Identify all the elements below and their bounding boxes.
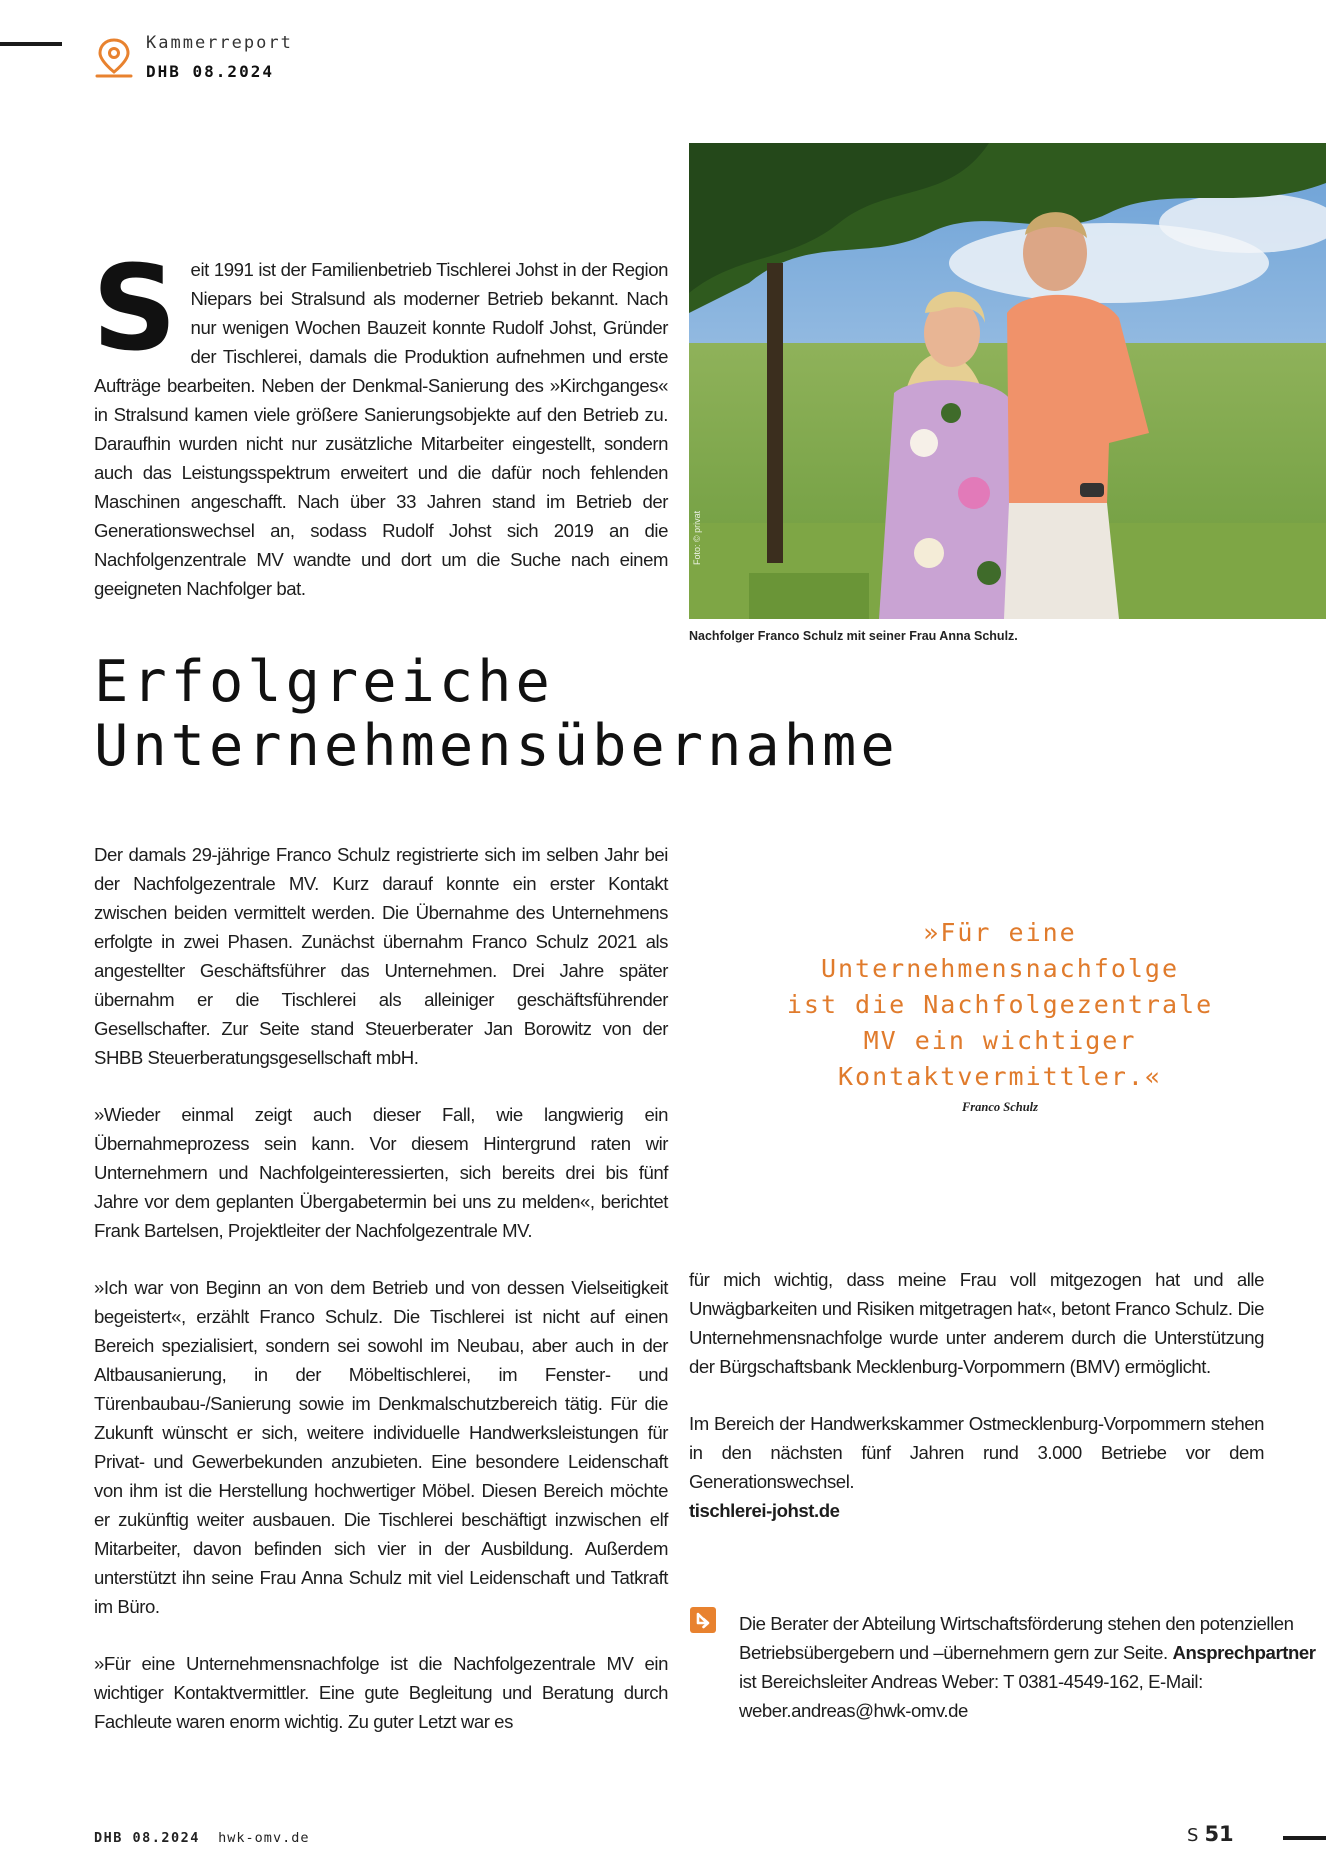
contact-box	[739, 1609, 1319, 1725]
quote-line: »Für eine	[923, 918, 1077, 947]
quote-author: Franco Schulz	[961, 1100, 1039, 1114]
paragraph: »Für eine Unternehmensnachfolge ist die Nachfolgezentrale MV ein wichtiger Kontaktvermittler. Eine gute Begleitung und Beratung durch Fachleute waren enorm wichtig. Zu guter Letzt war es	[94, 1653, 668, 1732]
quote-line: ist die Nachfolgezentrale	[786, 990, 1214, 1019]
photo-caption: Nachfolger Franco Schulz mit seiner Frau Anna Schulz.	[689, 629, 1018, 643]
footer-rule	[1283, 1836, 1326, 1840]
headline-line: Unternehmensübernahme	[94, 713, 899, 779]
drop-cap: S	[92, 239, 177, 377]
footer-left	[94, 1830, 309, 1846]
right-column	[689, 1265, 1264, 1525]
arrow-right-icon	[690, 1607, 716, 1633]
header-rule	[0, 42, 62, 46]
page-prefix: S	[1187, 1825, 1199, 1846]
intro-paragraph	[92, 239, 668, 603]
paragraph: für mich wichtig, dass meine Frau voll mitgezogen hat und alle Unwägbarkeiten und Risiken mitgetragen hat«, betont Franco Schulz. Die Unternehmensnachfolge wurde unter anderem durch die Unterstützung der Bürgschaftsbank Mecklenburg-Vorpommern (BMV) ermöglicht.	[689, 1269, 1264, 1377]
headline	[94, 650, 1194, 778]
footer-site: hwk-omv.de	[218, 1830, 310, 1846]
page-number	[1187, 1822, 1234, 1846]
page-number-value: 51	[1204, 1822, 1234, 1846]
photo-credit: Foto: © privat	[692, 510, 702, 565]
paragraph: »Ich war von Beginn an von dem Betrieb und von dessen Vielseitigkeit begeistert«, erzählt Franco Schulz. Die Tischlerei ist nicht auf einen Bereich spezialisiert, sondern sei sowohl im Neubau, aber auch in der Altbausanierung, in der Möbeltischlerei, im Fenster- und Türenbaubau-/Sanierung sowie im Denkmalschutzbereich tätig. Für die Zukunft wünscht er sich, weitere individuelle Handwerksleistungen für Privat- und Gewerbekunden anzubieten. Eine besondere Leidenschaft von ihm ist die Herstellung hochwertiger Möbel. Diesen Bereich möchte er zukünftig weiter ausbauen. Die Tischlerei beschäftigt inzwischen elf Mitarbeiter, davon befinden sich vier in der Ausbildung. Außerdem unterstützt ihn seine Frau Anna Schulz mit viel Leidenschaft und Tatkraft im Büro.	[94, 1277, 668, 1617]
paragraph: »Wieder einmal zeigt auch dieser Fall, wie langwierig ein Übernahmeprozess sein kann. Vor diesem Hintergrund raten wir Unternehmern und Nachfolgeinteressierten, sich bereits drei bis fünf Jahre vor dem geplanten Übergabetermin bei uns zu melden«, berichtet Frank Bartelsen, Projektleiter der Nachfolgezentrale MV.	[94, 1104, 668, 1241]
website-link[interactable]: tischlerei-johst.de	[689, 1500, 840, 1521]
paragraph: Der damals 29-jährige Franco Schulz registrierte sich im selben Jahr bei der Nachfolgezentrale MV. Kurz darauf konnte ein erster Kontakt zwischen beiden vermittelt werden. Die Übernahme des Unternehmens erfolgte in zwei Phasen. Zunächst übernahm Franco Schulz 2021 als angestellter Geschäftsführer das Unternehmen. Drei Jahre später übernahm er die Tischlerei als alleiniger geschäftsführender Gesellschafter. Zur Seite stand Steuerberater Jan Borowitz von der SHBB Steuerberatungsgesellschaft mbH.	[94, 844, 668, 1068]
issue-label: DHB 08.2024	[146, 62, 274, 81]
contact-text: Die Berater der Abteilung Wirtschaftsförderung stehen den potenziellen Betriebsübergebern und –übernehmern gern zur Seite.	[739, 1613, 1294, 1663]
article-photo	[689, 143, 1326, 619]
intro-text: eit 1991 ist der Familienbetrieb Tischlerei Johst in der Region Niepars bei Stralsund als moderner Betrieb bekannt. Nach nur wenigen Wochen Bauzeit konnte Rudolf Johst, Gründer der Tischlerei, damals die Produktion aufnehmen und erste Aufträge bearbeiten. Neben der Denkmal-Sanierung des »Kirchganges« in Stralsund kamen viele größere Sanierungsobjekte auf den Betrieb zu. Daraufhin wurden nicht nur zusätzliche Mitarbeiter eingestellt, sondern auch das Leistungsspektrum erweitert und die dafür noch fehlenden Maschinen angeschafft. Nach über 33 Jahren stand im Betrieb der Generationswechsel an, sodass Rudolf Johst sich 2019 an die Nachfolgenzentrale MV wandte und dort um die Suche nach einem geeigneten Nachfolger bat.	[94, 259, 668, 599]
paragraph: Im Bereich der Handwerkskammer Ostmecklenburg-Vorpommern stehen in den nächsten fünf Jahren rund 3.000 Betriebe vor dem Generationswechsel.	[689, 1413, 1264, 1492]
left-column	[94, 840, 668, 1764]
quote-line: Kontaktvermittler.«	[838, 1062, 1162, 1091]
contact-strong: Ansprechpartner	[1172, 1642, 1316, 1663]
footer-issue: DHB 08.2024	[94, 1830, 200, 1846]
location-pin-icon	[94, 36, 134, 80]
quote-line: MV ein wichtiger	[863, 1026, 1137, 1055]
contact-details: ist Bereichsleiter Andreas Weber: T 0381-4549-162, E-Mail: weber.andreas@hwk-omv.de	[739, 1671, 1203, 1721]
pull-quote	[700, 915, 1300, 1095]
quote-line: Unternehmensnachfolge	[820, 954, 1180, 983]
headline-line: Erfolgreiche	[94, 649, 554, 715]
section-label: Kammerreport	[146, 33, 293, 53]
